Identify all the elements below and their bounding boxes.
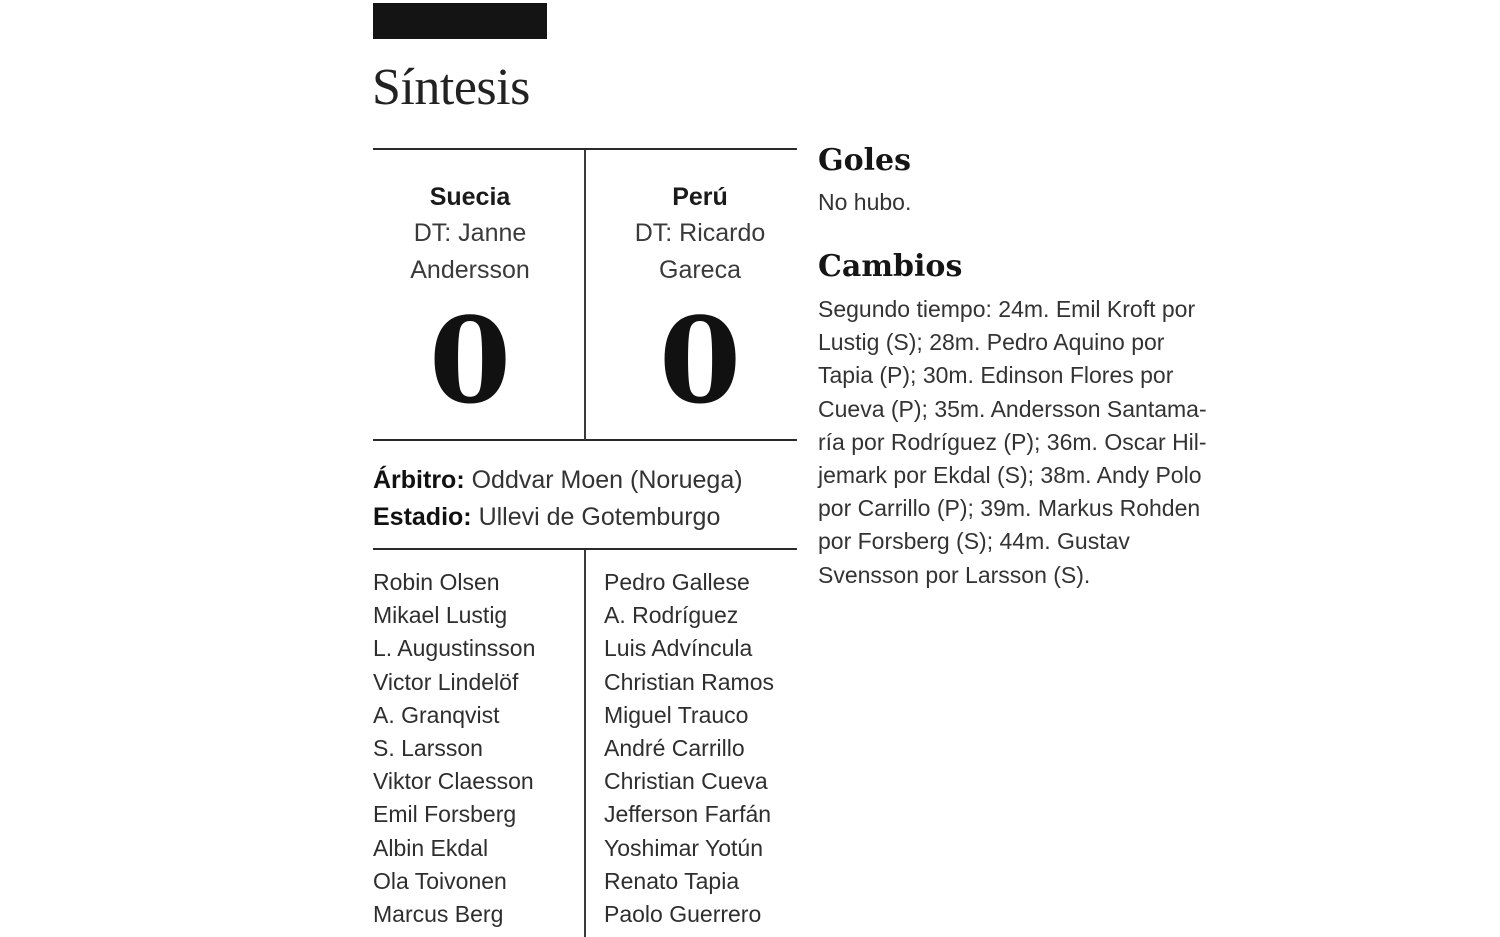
cambios-line: ría por Rodríguez (P); 36m. Oscar Hil- <box>818 428 1207 455</box>
cambios-line: Tapia (P); 30m. Edinson Flores por <box>818 362 1174 389</box>
team-suecia <box>370 179 570 289</box>
list-item: Paolo Guerrero <box>604 901 762 928</box>
cambios-line: jemark por Ekdal (S); 38m. Andy Polo <box>818 462 1202 489</box>
team-coach: Gareca <box>659 256 741 284</box>
score-peru: 0 <box>658 291 742 430</box>
lineup-divider <box>584 550 586 937</box>
list-item: S. Larsson <box>373 735 483 762</box>
lineup-peru <box>604 566 774 931</box>
list-item: Christian Cueva <box>604 768 768 795</box>
list-item: Ola Toivonen <box>373 867 507 894</box>
list-item: Emil Forsberg <box>373 801 517 828</box>
list-item: Albin Ekdal <box>373 834 489 861</box>
team-name: Perú <box>672 183 728 211</box>
list-item: Renato Tapia <box>604 867 740 894</box>
list-item: Christian Ramos <box>604 668 774 695</box>
list-item: L. Augustinsson <box>373 635 536 662</box>
list-item: Robin Olsen <box>373 569 500 595</box>
list-item: Luis Advíncula <box>604 635 753 662</box>
list-item: Yoshimar Yotún <box>604 834 764 861</box>
cambios-line: Lustig (S); 28m. Pedro Aquino por <box>818 329 1165 356</box>
list-item: André Carrillo <box>604 735 745 762</box>
page-title: Síntesis <box>372 59 530 116</box>
list-item: Pedro Gallese <box>604 569 750 595</box>
list-item: Mikael Lustig <box>373 602 508 629</box>
score-divider <box>584 150 586 440</box>
list-item: Jefferson Farfán <box>604 801 772 828</box>
goles-text: No hubo. <box>818 189 912 215</box>
referee-line <box>373 462 743 499</box>
cambios-text <box>818 293 1243 592</box>
team-coach: Andersson <box>410 256 530 284</box>
list-item: Miguel Trauco <box>604 701 749 728</box>
team-coach: DT: Ricardo <box>634 219 766 247</box>
lineup-suecia <box>373 566 535 931</box>
score-suecia: 0 <box>428 291 512 430</box>
cambios-line: Segundo tiempo: 24m. Emil Kroft por <box>818 296 1196 322</box>
cambios-line: Svensson por Larsson (S). <box>818 561 1091 588</box>
cambios-line: por Carrillo (P); 39m. Markus Rohden <box>818 495 1201 522</box>
stadium-value: Ullevi de Gotemburgo <box>478 503 721 531</box>
list-item: Marcus Berg <box>373 901 504 928</box>
goles-heading: Goles <box>818 143 912 178</box>
section-tag-bar <box>373 3 547 39</box>
list-item: Viktor Claesson <box>373 768 534 795</box>
stadium-line <box>373 499 720 536</box>
team-coach: DT: Janne <box>413 219 527 247</box>
list-item: A. Granqvist <box>373 701 500 728</box>
cambios-line: por Forsberg (S); 44m. Gustav <box>818 528 1130 555</box>
team-name: Suecia <box>429 183 511 211</box>
list-item: A. Rodríguez <box>604 602 739 629</box>
referee-value: Oddvar Moen (Noruega) <box>471 466 743 494</box>
referee-label: Árbitro: <box>373 466 465 494</box>
cambios-line: Cueva (P); 35m. Andersson Santama- <box>818 395 1207 422</box>
stadium-label: Estadio: <box>373 503 472 531</box>
team-peru <box>600 179 800 289</box>
cambios-heading: Cambios <box>818 249 963 284</box>
list-item: Victor Lindelöf <box>373 668 519 695</box>
